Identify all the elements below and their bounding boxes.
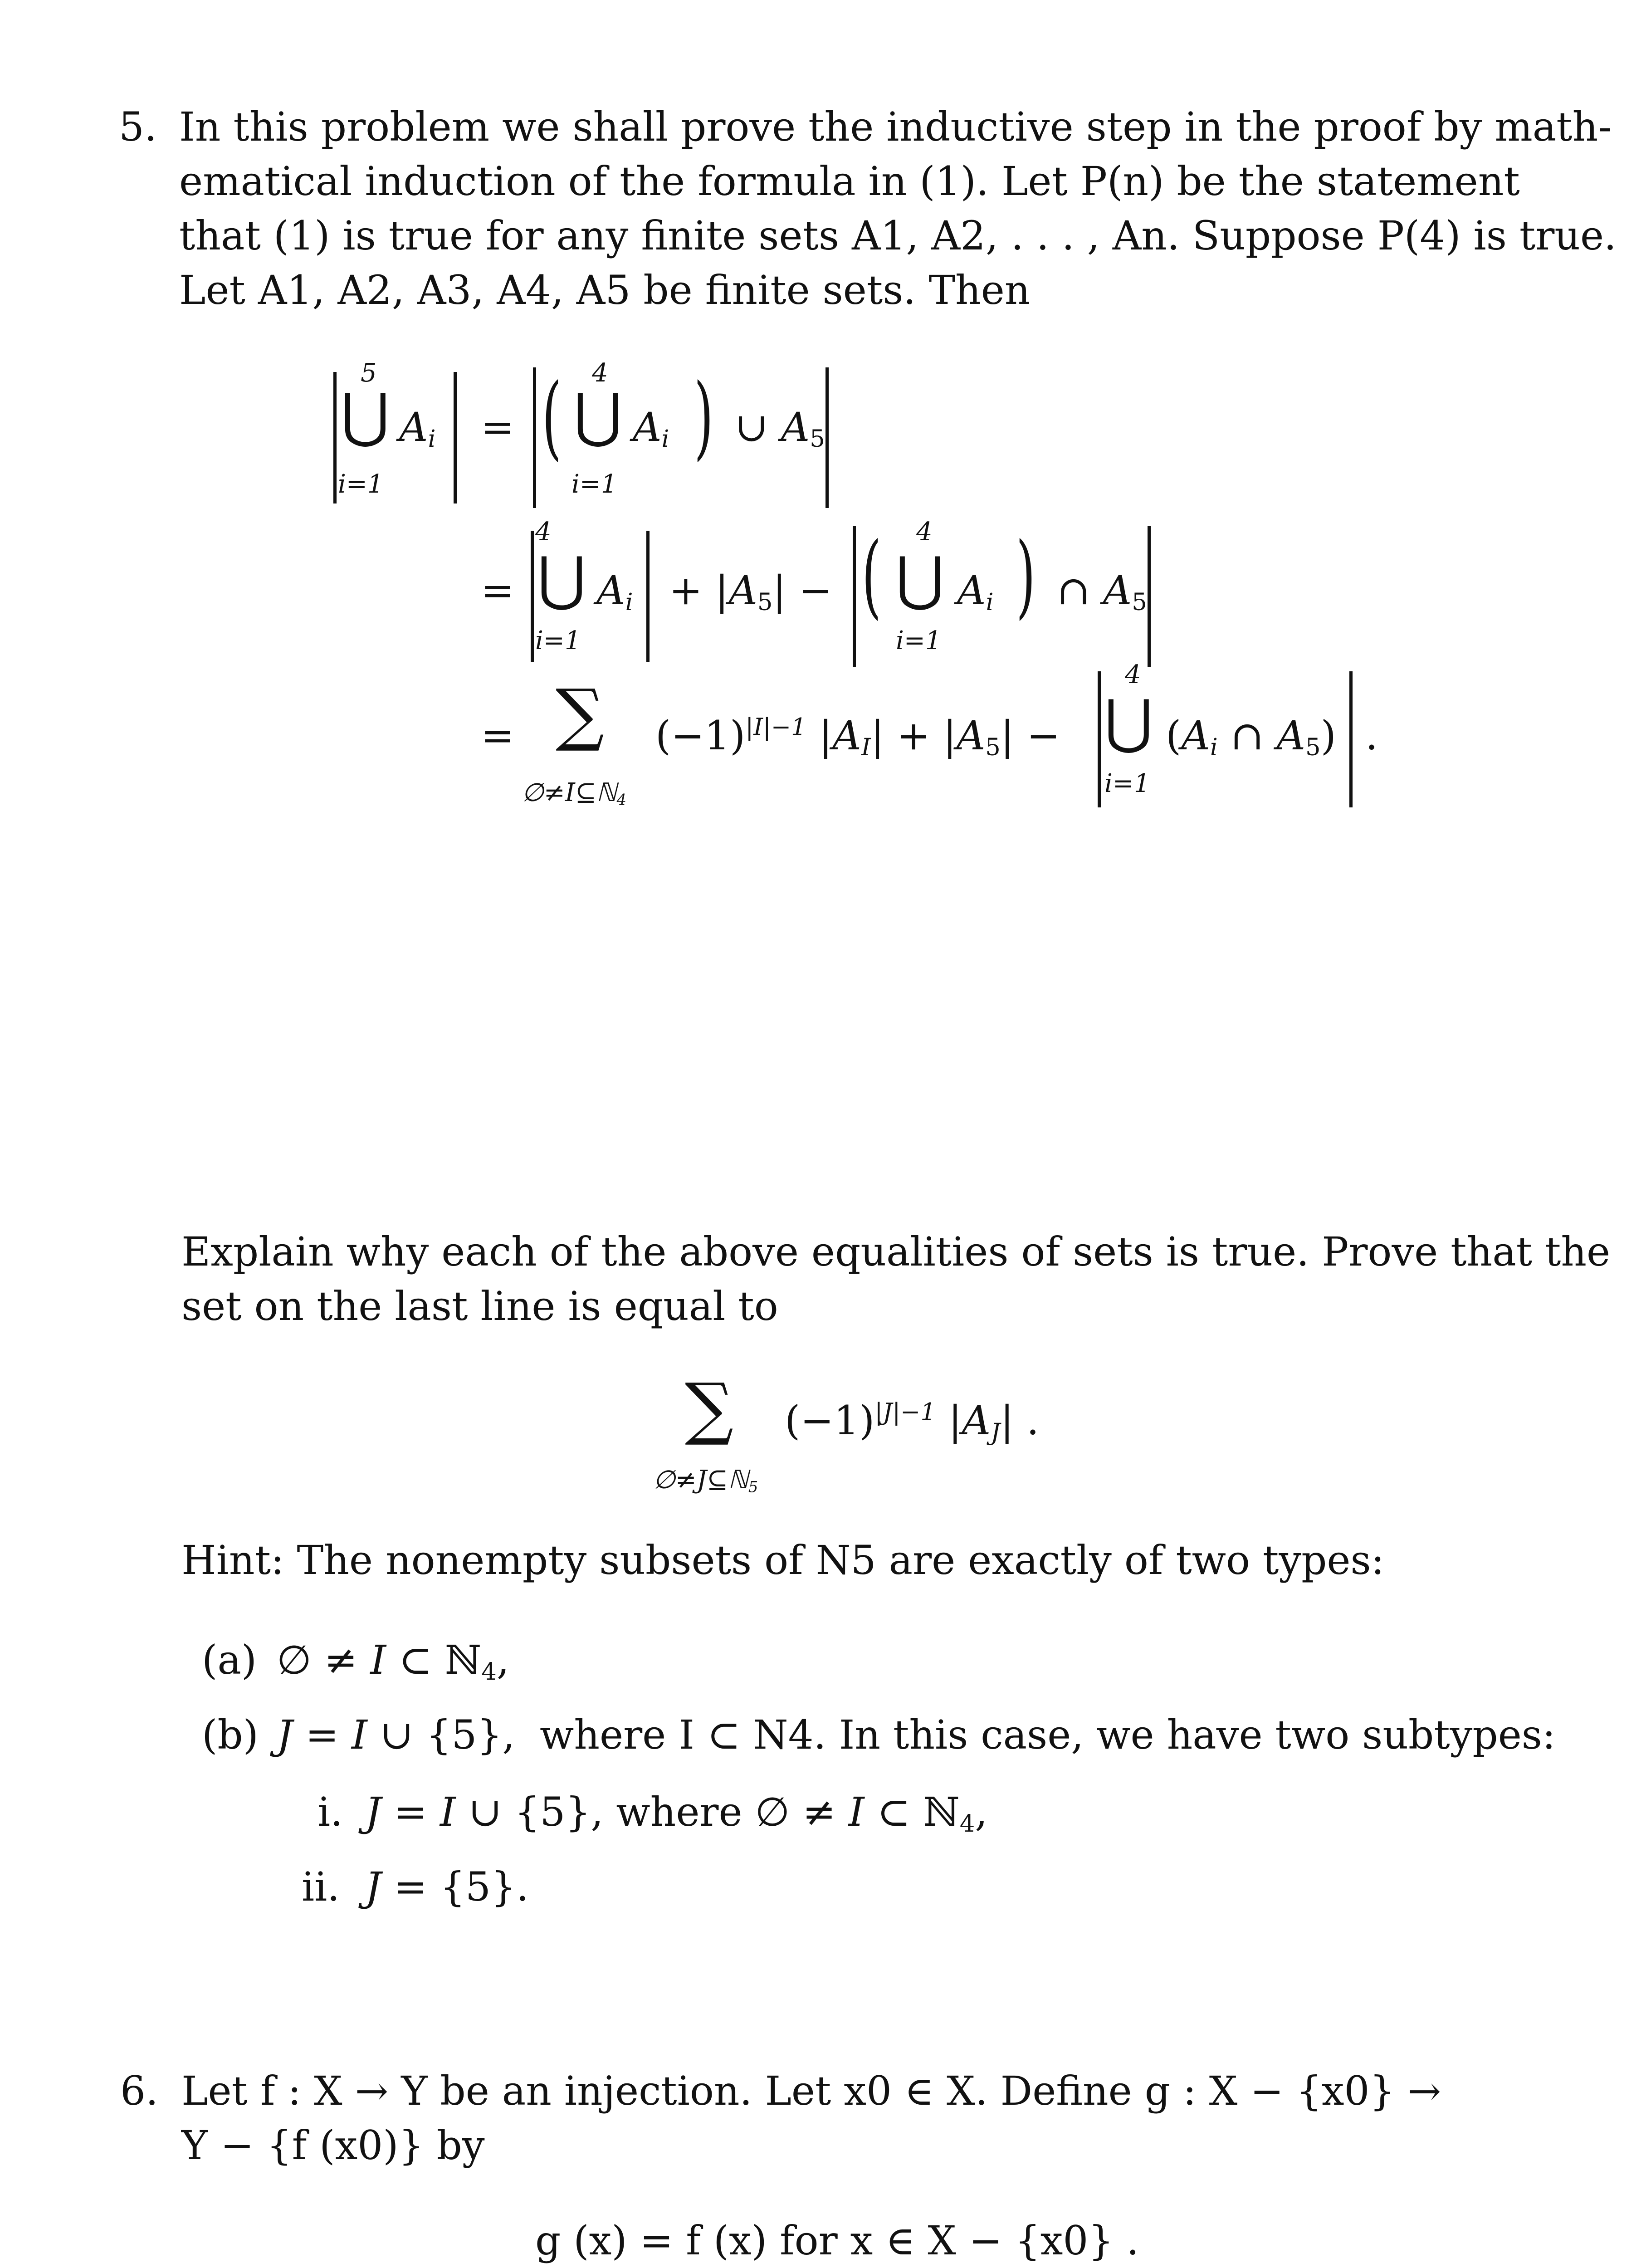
term-union-a5: ∪ $A_5$ [735,404,825,453]
term-ai: $A_i$ [399,404,436,453]
lower-limit: i=1 [572,469,617,499]
lower-limit: i=1 [1104,769,1150,798]
abs-bar [533,367,536,508]
problem-5-number: 5. [119,103,157,150]
term-plus-abs-a5: + $|A_5|$ − [669,567,832,616]
subcase-i-label: i. [318,1789,343,1835]
equals-sign: = [481,712,514,759]
right-paren: ) [694,364,713,470]
problem-6-line-1: Let f : X → Y be an injection. Let x0 ∈ X. Define g : X − {x0} → [181,2068,1441,2114]
big-union-symbol: ⋃ [1104,687,1153,756]
sum-index: ∅≠J⊆ℕ$_5$ [653,1465,758,1496]
problem-5-intro-line-4: Let A1, A2, A3, A4, A5 be finite sets. Then [179,267,1031,313]
equals-sign: = [481,567,514,614]
abs-bar [1098,671,1101,807]
right-paren: ) [1016,523,1036,629]
lower-limit: i=1 [896,626,942,655]
lower-limit: i=1 [535,626,581,655]
sum-index: ∅≠I⊆ℕ$_4$ [522,778,626,809]
abs-bar [454,372,457,503]
target-sum-term: $(-1)^{|J|-1}$ $|A_J|$ . [785,1397,1039,1447]
abs-bar [1349,671,1353,807]
problem-5-intro-line-3: that (1) is true for any finite sets A1, A2, . . . , An. Suppose P(4) is true. [179,212,1617,259]
case-a-label: (a) [202,1637,257,1683]
case-b-text: where I ⊂ N4. In this case, we have two subtypes: [540,1711,1556,1758]
abs-bar [531,531,534,662]
subcase-i-math: J = I ∪ {5}, where ∅ ≠ I ⊂ ℕ$_4$, [365,1789,988,1838]
abs-bar [853,526,856,667]
problem-6-line-2: Y − {f (x0)} by [181,2122,485,2169]
hint-text: Hint: The nonempty subsets of N5 are exactly of two types: [181,1537,1385,1584]
upper-limit: 4 [1125,660,1141,689]
left-paren: ( [542,364,562,470]
lower-limit: i=1 [338,469,384,499]
upper-limit: 5 [361,358,377,388]
abs-bar [646,531,650,662]
sign-factor: $(-1)^{|I|-1}$ $|A_I| + |A_5|$ − [655,712,1060,762]
problem-5-intro-line-2: ematical induction of the formula in (1). Let P(n) be the statement [179,158,1520,205]
case-a-math: ∅ ≠ I ⊂ ℕ$_4$, [277,1637,509,1686]
period: . [1365,712,1378,759]
big-union-symbol: ⋃ [574,381,622,450]
sigma-symbol: ∑ [556,675,605,754]
term-ai: $A_i$ [633,404,669,453]
big-union-symbol: ⋃ [896,544,944,613]
left-paren: ( [862,523,881,629]
term-intersect-a5: ∩ $A_5$ [1057,567,1147,616]
sigma-symbol: ∑ [685,1369,734,1448]
problem-6-display: g (x) = f (x) for x ∈ X − {x0} . [535,2217,1139,2264]
term-ai: $A_i$ [957,567,994,616]
abs-bar [333,372,337,503]
big-union-symbol: ⋃ [341,381,390,450]
upper-limit: 4 [592,358,608,388]
abs-bar [826,367,829,508]
case-b-math: J = I ∪ {5}, [277,1711,515,1758]
term-ai: $A_i$ [596,567,633,616]
explain-line-2: set on the last line is equal to [181,1283,778,1330]
term-ai-intersect-a5: ($A_i$ ∩ $A_5$) [1166,712,1336,762]
abs-bar [1148,526,1151,667]
equals-sign: = [481,404,514,450]
explain-line-1: Explain why each of the above equalities of sets is true. Prove that the [181,1228,1611,1275]
case-b-label: (b) [202,1711,259,1758]
problem-6-number: 6. [120,2068,158,2114]
subcase-ii-math: J = {5}. [365,1863,529,1910]
subcase-ii-label: ii. [302,1863,340,1910]
big-union-symbol: ⋃ [537,544,586,613]
upper-limit: 4 [535,517,552,547]
problem-5-intro-line-1: In this problem we shall prove the inductive step in the proof by math- [179,103,1612,150]
upper-limit: 4 [916,517,933,547]
